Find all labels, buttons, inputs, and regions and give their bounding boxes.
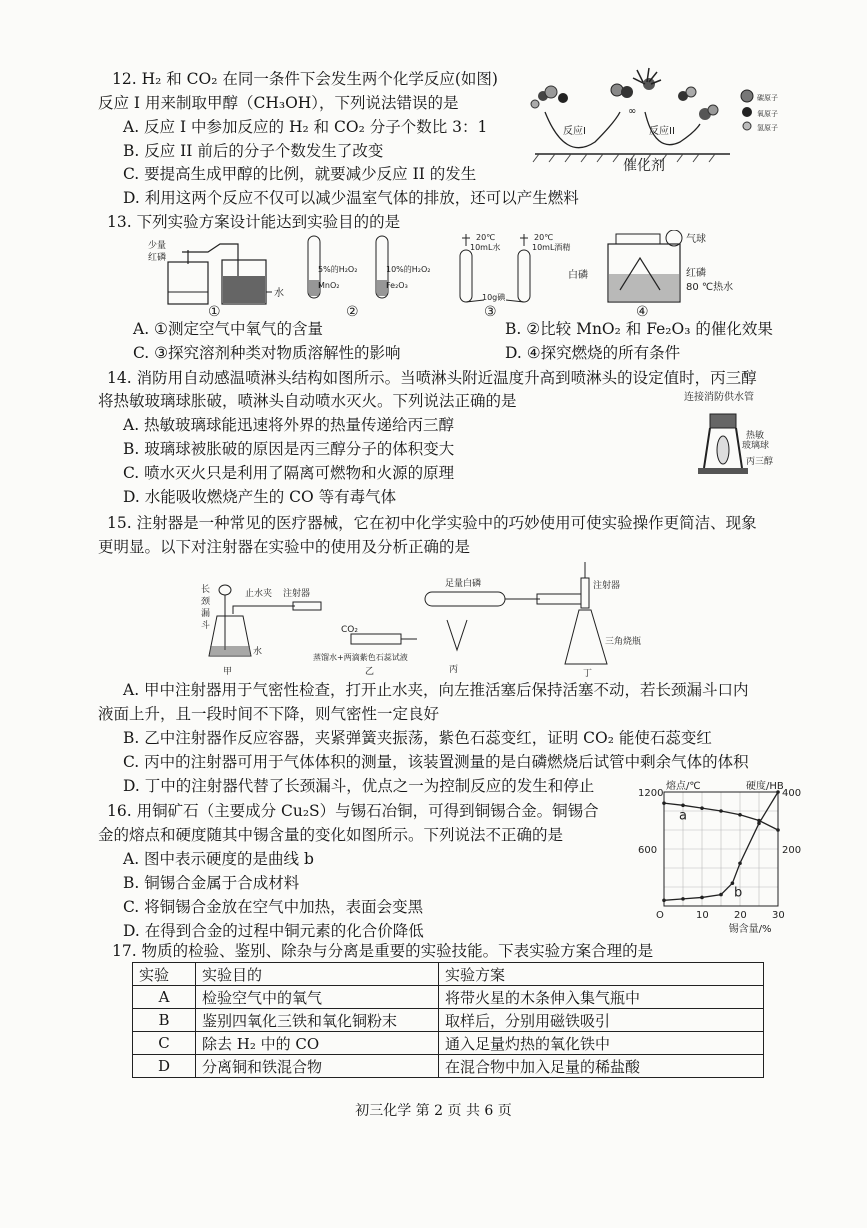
svg-text:少量: 少量: [148, 241, 167, 251]
q12-option-a: A. 反应 I 中参加反应的 H₂ 和 CO₂ 分子个数比 3：1: [123, 118, 488, 136]
series-point-b: [757, 822, 761, 826]
catalyst-label: 催化剂: [623, 158, 665, 174]
q15-stem-line2: 更明显。以下对注射器在实验中的使用及分析正确的是: [98, 538, 471, 556]
q15-option-a-line2: 液面上升，且一段时间不下降，则气密性一定良好: [98, 705, 440, 723]
svg-text:气球: 气球: [686, 234, 706, 245]
svg-text:蒸馏水+两滴紫色石蕊试液: 蒸馏水+两滴紫色石蕊试液: [313, 653, 408, 662]
q14-option-b: B. 玻璃球被胀破的原因是丙三醇分子的体积变大: [123, 440, 455, 458]
header-purpose: 实验目的: [196, 963, 439, 986]
y-right-tick-label: 200: [782, 845, 802, 856]
svg-text:10g碘: 10g碘: [482, 293, 506, 302]
experiment-table: [132, 962, 764, 1078]
table-row: [133, 1009, 764, 1032]
svg-text:止水夹: 止水夹: [245, 589, 273, 599]
legend-oxygen-label: 氧原子: [757, 110, 778, 118]
series-point-a: [719, 809, 723, 813]
q14-option-a: A. 热敏玻璃球能迅速将外界的热量传递给丙三醇: [123, 416, 455, 434]
svg-text:斗: 斗: [201, 621, 211, 631]
x-tick-label: 30: [772, 910, 785, 921]
svg-text:CO₂: CO₂: [341, 625, 358, 635]
series-point-a: [776, 828, 780, 832]
row-method: 在混合物中加入足量的稀盐酸: [439, 1055, 764, 1078]
apparatus-3: [460, 233, 570, 318]
svg-text:白磷: 白磷: [568, 270, 588, 281]
apparatus-jia-label: 甲: [223, 667, 233, 677]
apparatus-yi-label: 乙: [365, 667, 375, 677]
series-label-a: a: [679, 808, 687, 824]
q13-stem: 13. 下列实验方案设计能达到实验目的的是: [107, 213, 401, 231]
header-method: 实验方案: [439, 963, 764, 986]
series-point-b: [681, 897, 685, 901]
apparatus-yi: [313, 625, 417, 677]
q12-stem-line1: 12. H₂ 和 CO₂ 在同一条件下会发生两个化学反应(如图): [112, 70, 498, 88]
y-right-tick-label: 400: [782, 788, 802, 799]
apparatus-jia: [201, 584, 321, 677]
apparatus-bing: [425, 577, 581, 675]
glass-bulb-icon: [717, 436, 729, 464]
apparatus-ding: [565, 562, 641, 679]
molecule-group-mid: [611, 78, 655, 98]
svg-text:10mL水: 10mL水: [470, 243, 501, 252]
q16-option-a: A. 图中表示硬度的是曲线 b: [123, 850, 314, 868]
row-method: 取样后，分别用磁铁吸引: [439, 1009, 764, 1032]
svg-text:∞: ∞: [628, 106, 637, 117]
legend-hydrogen-label: 氢原子: [757, 124, 778, 132]
reaction-i-label: 反应I: [563, 126, 586, 137]
row-label: A: [133, 986, 196, 1009]
sprinkler-pipe-label: 连接消防供水管: [684, 392, 754, 403]
series-point-b: [738, 861, 742, 865]
series-point-b: [662, 899, 666, 903]
page-footer: 初三化学 第 2 页 共 6 页: [355, 1103, 512, 1119]
svg-text:水: 水: [253, 647, 263, 657]
series-point-a: [662, 801, 666, 805]
svg-text:注射器: 注射器: [283, 589, 311, 599]
svg-text:玻璃球: 玻璃球: [742, 441, 770, 451]
svg-text:足量白磷: 足量白磷: [445, 579, 482, 589]
x-axis-label: 锡含量/%: [728, 924, 772, 935]
svg-text:5%的H₂O₂: 5%的H₂O₂: [318, 265, 358, 274]
q15-option-d: D. 丁中的注射器代替了长颈漏斗，优点之一为控制反应的发生和停止: [123, 777, 595, 795]
q12-option-c: C. 要提高生成甲醇的比例，就要减少反应 II 的发生: [123, 165, 477, 183]
table-row: [133, 1055, 764, 1078]
series-point-a: [738, 813, 742, 817]
q15-option-b: B. 乙中注射器作反应容器，夹紧弹簧夹振荡，紫色石蕊变红，证明 CO₂ 能使石蕊变红: [123, 729, 712, 747]
row-label: B: [133, 1009, 196, 1032]
legend-oxygen-icon: [742, 107, 752, 117]
y-left-tick-label: 600: [638, 845, 658, 856]
series-point-b: [731, 881, 735, 885]
series-point-a: [681, 804, 685, 808]
series-label-b: b: [734, 885, 743, 901]
x-tick-label: 20: [734, 910, 747, 921]
row-purpose: 鉴别四氧化三铁和氧化铜粉末: [196, 1009, 439, 1032]
svg-text:红磷: 红磷: [686, 268, 706, 279]
svg-text:丙三醇: 丙三醇: [746, 457, 774, 467]
q15-stem-line1: 15. 注射器是一种常见的医疗器械，它在初中化学实验中的巧妙使用可使实验操作更简洁、现象: [107, 514, 757, 532]
svg-text:MnO₂: MnO₂: [318, 281, 340, 290]
apparatus-4-number: ④: [636, 304, 649, 318]
row-label: C: [133, 1032, 196, 1055]
q15-option-c: C. 丙中的注射器可用于气体体积的测量，该装置测量的是白磷燃烧后试管中剩余气体的体积: [123, 753, 749, 771]
apparatus-3-number: ③: [484, 304, 497, 318]
svg-text:Fe₂O₃: Fe₂O₃: [386, 281, 408, 290]
svg-text:10mL酒精: 10mL酒精: [532, 243, 571, 252]
q14-option-d: D. 水能吸收燃烧产生的 CO 等有毒气体: [123, 488, 397, 506]
q14-stem-line1: 14. 消防用自动感温喷淋头结构如图所示。当喷淋头附近温度升高到喷淋头的设定值时，丙三醇: [107, 369, 757, 387]
q16-stem-line2: 金的熔点和硬度随其中锡含量的变化如图所示。下列说法不正确的是: [98, 826, 564, 844]
y-left-axis-label: 熔点/℃: [666, 781, 701, 792]
q13-apparatus-figure: [148, 230, 788, 318]
svg-text:注射器: 注射器: [593, 581, 621, 591]
q16-option-b: B. 铜锡合金属于合成材料: [123, 874, 300, 892]
svg-text:80 ℃热水: 80 ℃热水: [686, 282, 734, 293]
svg-text:10%的H₂O₂: 10%的H₂O₂: [386, 265, 431, 274]
apparatus-1-number: ①: [208, 304, 221, 318]
legend-carbon-icon: [741, 90, 753, 102]
table-row: [133, 986, 764, 1009]
svg-text:20℃: 20℃: [476, 233, 496, 242]
series-point-a: [700, 806, 704, 810]
svg-text:长: 长: [201, 585, 211, 595]
legend-carbon-label: 碳原子: [757, 94, 778, 102]
q16-option-d: D. 在得到合金的过程中铜元素的化合价降低: [123, 922, 424, 940]
alloy-chart: [628, 778, 808, 938]
svg-text:漏: 漏: [201, 609, 211, 619]
row-label: D: [133, 1055, 196, 1078]
series-point-b: [700, 896, 704, 900]
q17-stem: 17. 物质的检验、鉴别、除杂与分离是重要的实验技能。下表实验方案合理的是: [112, 942, 654, 960]
row-method: 将带火星的木条伸入集气瓶中: [439, 986, 764, 1009]
y-right-axis-label: 硬度/HB: [746, 781, 784, 792]
q14-sprinkler-figure: [680, 390, 790, 490]
svg-text:三角烧瓶: 三角烧瓶: [605, 637, 642, 647]
light-icon: [633, 68, 661, 84]
row-purpose: 除去 H₂ 中的 CO: [196, 1032, 439, 1055]
apparatus-ding-label: 丁: [583, 669, 593, 679]
q15-apparatus-figure: [195, 560, 675, 680]
svg-text:红磷: 红磷: [148, 253, 167, 263]
legend-hydrogen-icon: [743, 122, 751, 130]
apparatus-4: [568, 230, 733, 318]
svg-text:水: 水: [274, 288, 284, 299]
svg-text:20℃: 20℃: [534, 233, 554, 242]
table-row: [133, 1032, 764, 1055]
q13-option-b: B. ②比较 MnO₂ 和 Fe₂O₃ 的催化效果: [505, 320, 773, 338]
series-point-b: [719, 893, 723, 897]
apparatus-bing-label: 丙: [449, 665, 459, 675]
apparatus-2-number: ②: [346, 304, 359, 318]
row-method: 通入足量灼热的氧化铁中: [439, 1032, 764, 1055]
q15-option-a-line1: A. 甲中注射器用于气密性检查，打开止水夹，向左推活塞后保持活塞不动，若长颈漏斗口内: [123, 681, 749, 699]
x-tick-label: O: [656, 910, 664, 921]
molecule-group-left: [531, 86, 568, 108]
row-purpose: 分离铜和铁混合物: [196, 1055, 439, 1078]
q12-option-b: B. 反应 II 前后的分子个数发生了改变: [123, 142, 384, 160]
q12-stem-line2: 反应 I 用来制取甲醇（CH₃OH），下列说法错误的是: [98, 94, 459, 112]
q14-stem-line2: 将热敏玻璃球胀破，喷淋头自动喷水灭火。下列说法正确的是: [98, 392, 517, 410]
q13-option-c: C. ③探究溶剂种类对物质溶解性的影响: [133, 344, 401, 362]
svg-text:热敏: 热敏: [746, 431, 765, 441]
q13-option-d: D. ④探究燃烧的所有条件: [505, 344, 681, 362]
molecule-group-right: [678, 87, 718, 120]
q16-stem-line1: 16. 用铜矿石（主要成分 Cu₂S）与锡石冶铜，可得到铜锡合金。铜锡合: [107, 802, 599, 820]
header-experiment: 实验: [133, 963, 196, 986]
x-tick-label: 10: [696, 910, 709, 921]
q12-option-d: D. 利用这两个反应不仅可以减少温室气体的排放，还可以产生燃料: [123, 189, 579, 207]
table-header-row: [133, 963, 764, 986]
q14-option-c: C. 喷水灭火只是利用了隔离可燃物和火源的原理: [123, 464, 455, 482]
row-purpose: 检验空气中的氧气: [196, 986, 439, 1009]
reaction-ii-label: 反应II: [649, 126, 675, 137]
q13-option-a: A. ①测定空气中氧气的含量: [133, 320, 323, 338]
apparatus-2: [308, 236, 431, 318]
y-left-tick-label: 1200: [638, 788, 664, 799]
q12-reaction-figure: [525, 62, 795, 174]
apparatus-1: [148, 239, 284, 318]
svg-text:颈: 颈: [201, 597, 211, 607]
q16-option-c: C. 将铜锡合金放在空气中加热，表面会变黑: [123, 898, 424, 916]
